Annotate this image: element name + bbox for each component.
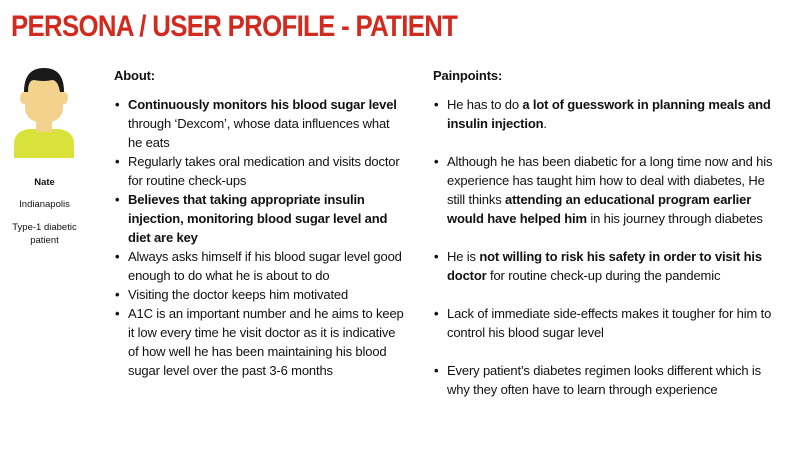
about-item-text: A1C is an important number and he aims to keep it low every time he visit doctor as it is indicative of how well he has been maintaining his blood sugar level over the past 3-6 months	[128, 306, 404, 378]
about-item	[114, 304, 404, 380]
painpoints-section	[433, 66, 783, 418]
about-item	[114, 95, 404, 152]
about-item	[114, 247, 404, 285]
page-title: PERSONA / USER PROFILE - PATIENT	[11, 10, 458, 43]
painpoint-item-text: Although he has been diabetic for a long time now and his experience has taught him how to deal with diabetes, He still thinks	[447, 154, 773, 207]
painpoint-item-text: He is	[447, 249, 480, 264]
persona-details	[0, 176, 89, 247]
about-item	[114, 152, 404, 190]
persona-location: Indianapolis	[19, 199, 70, 210]
about-item	[114, 285, 404, 304]
painpoint-item	[433, 361, 783, 399]
person-avatar-icon	[8, 66, 80, 158]
painpoint-item-text: Lack of immediate side-effects makes it tougher for him to control his blood sugar level	[447, 306, 772, 340]
about-item-text: through ‘Dexcom’, whose data influences what he eats	[128, 116, 390, 150]
painpoint-item-text: .	[543, 116, 547, 131]
about-item-text: Regularly takes oral medication and visits doctor for routine check-ups	[128, 154, 400, 188]
painpoint-item	[433, 152, 783, 228]
about-item-text: Always asks himself if his blood sugar level good enough to do what he is about to do	[128, 249, 402, 283]
painpoint-item-text: Every patient’s diabetes regimen looks different which is why they often have to learn through experience	[447, 363, 761, 397]
painpoint-item	[433, 304, 783, 342]
about-section	[114, 66, 404, 380]
painpoint-item-text: a lot of guesswork in planning meals and insulin injection	[447, 97, 771, 131]
persona-name: Nate	[34, 177, 55, 188]
about-list	[114, 95, 404, 380]
painpoint-item-text: attending an educational program earlier would have helped him	[447, 192, 752, 226]
about-item-text: Visiting the doctor keeps him motivated	[128, 287, 349, 302]
painpoint-item	[433, 95, 783, 133]
painpoint-item-text: not willing to risk his safety in order to visit his doctor	[447, 249, 762, 283]
painpoints-heading: Painpoints:	[433, 68, 503, 83]
persona-description: Type-1 diabetic patient	[12, 222, 77, 246]
painpoint-item-text: He has to do	[447, 97, 523, 112]
about-item	[114, 190, 404, 247]
about-item-text: Continuously monitors his blood sugar level	[128, 97, 397, 112]
about-item-text: Believes that taking appropriate insulin injection, monitoring blood sugar level and diet are key	[128, 192, 388, 245]
painpoint-item-text: for routine check-up during the pandemic	[486, 268, 721, 283]
painpoint-item	[433, 247, 783, 285]
about-heading: About:	[114, 68, 155, 83]
painpoints-list	[433, 95, 783, 399]
painpoint-item-text: in his journey through diabetes	[586, 211, 763, 226]
